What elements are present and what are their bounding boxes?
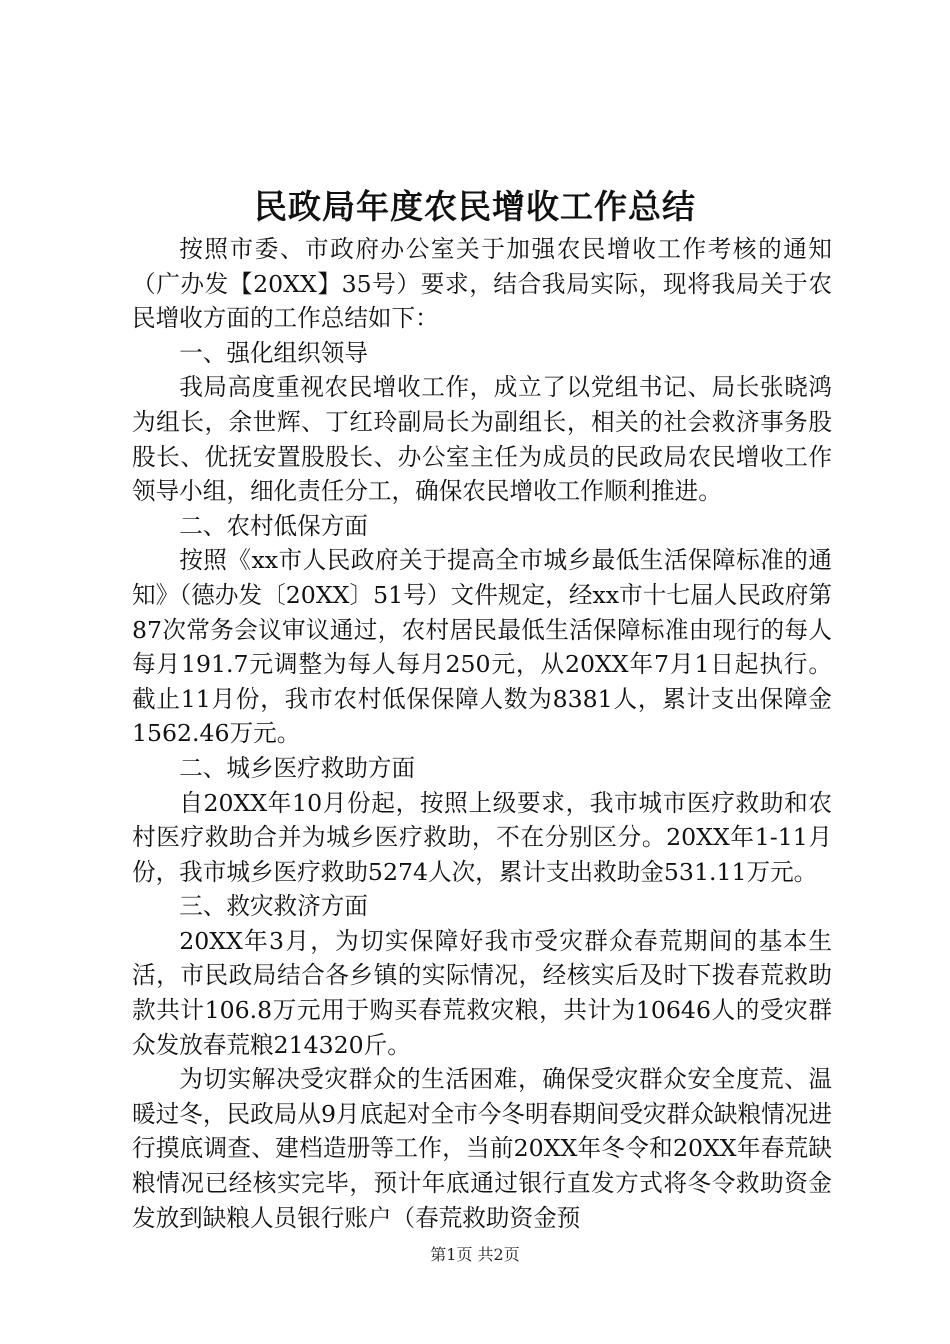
page-footer: 第1页 共2页 [430, 1245, 520, 1264]
section-heading-disaster-relief: 三、救灾救济方面 [179, 892, 368, 921]
document-body [132, 232, 832, 1235]
paragraph-disaster-relief-spring: 20XX年3月，为切实保障好我市受灾群众春荒期间的基本生活，市民政局结合各乡镇的实际情况，经核实后及时下拨春荒救助款共计106.8万元用于购买春荒救灾粮，共计为10646人的受灾群众发放春荒粮214320斤。 [132, 926, 832, 1059]
section-heading-organization: 一、强化组织领导 [179, 338, 368, 367]
paragraph-intro: 按照市委、市政府办公室关于加强农民增收工作考核的通知（广办发【20XX】35号）要求，结合我局实际，现将我局关于农民增收方面的工作总结如下： [132, 235, 832, 333]
paragraph-organization: 我局高度重视农民增收工作，成立了以党组书记、局长张晓鸿为组长，余世辉、丁红玲副局长为副组长，相关的社会救济事务股股长、优抚安置股股长、办公室主任为成员的民政局农民增收工作领导小组，细化责任分工，确保农民增收工作顺利推进。 [132, 373, 832, 506]
document-title: 民政局年度农民增收工作总结 [254, 187, 696, 226]
section-heading-rural-subsistence: 二、农村低保方面 [179, 511, 368, 540]
paragraph-rural-subsistence: 按照《xx市人民政府关于提高全市城乡最低生活保障标准的通知》（德办发〔20XX〕51号）文件规定，经xx市十七届人民政府第87次常务会议审议通过，农村居民最低生活保障标准由现行的每人每月191.7元调整为每人每月250元，从20XX年7月1日起执行。截止11月份，我市农村低保保障人数为8381人，累计支出保障金1562.46万元。 [132, 546, 832, 748]
section-heading-medical-aid: 二、城乡医疗救助方面 [179, 753, 416, 782]
paragraph-disaster-relief-winter: 为切实解决受灾群众的生活困难，确保受灾群众安全度荒、温暖过冬，民政局从9月底起对全市今冬明春期间受灾群众缺粮情况进行摸底调查、建档造册等工作，当前20XX年冬令和20XX年春荒缺粮情况已经核实完毕，预计年底通过银行直发方式将冬令救助资金发放到缺粮人员银行账户（春荒救助资金预 [132, 1065, 832, 1232]
paragraph-medical-aid: 自20XX年10月份起，按照上级要求，我市城市医疗救助和农村医疗救助合并为城乡医疗救助，不在分别区分。20XX年1-11月份，我市城乡医疗救助5274人次，累计支出救助金531.11万元。 [132, 788, 832, 886]
